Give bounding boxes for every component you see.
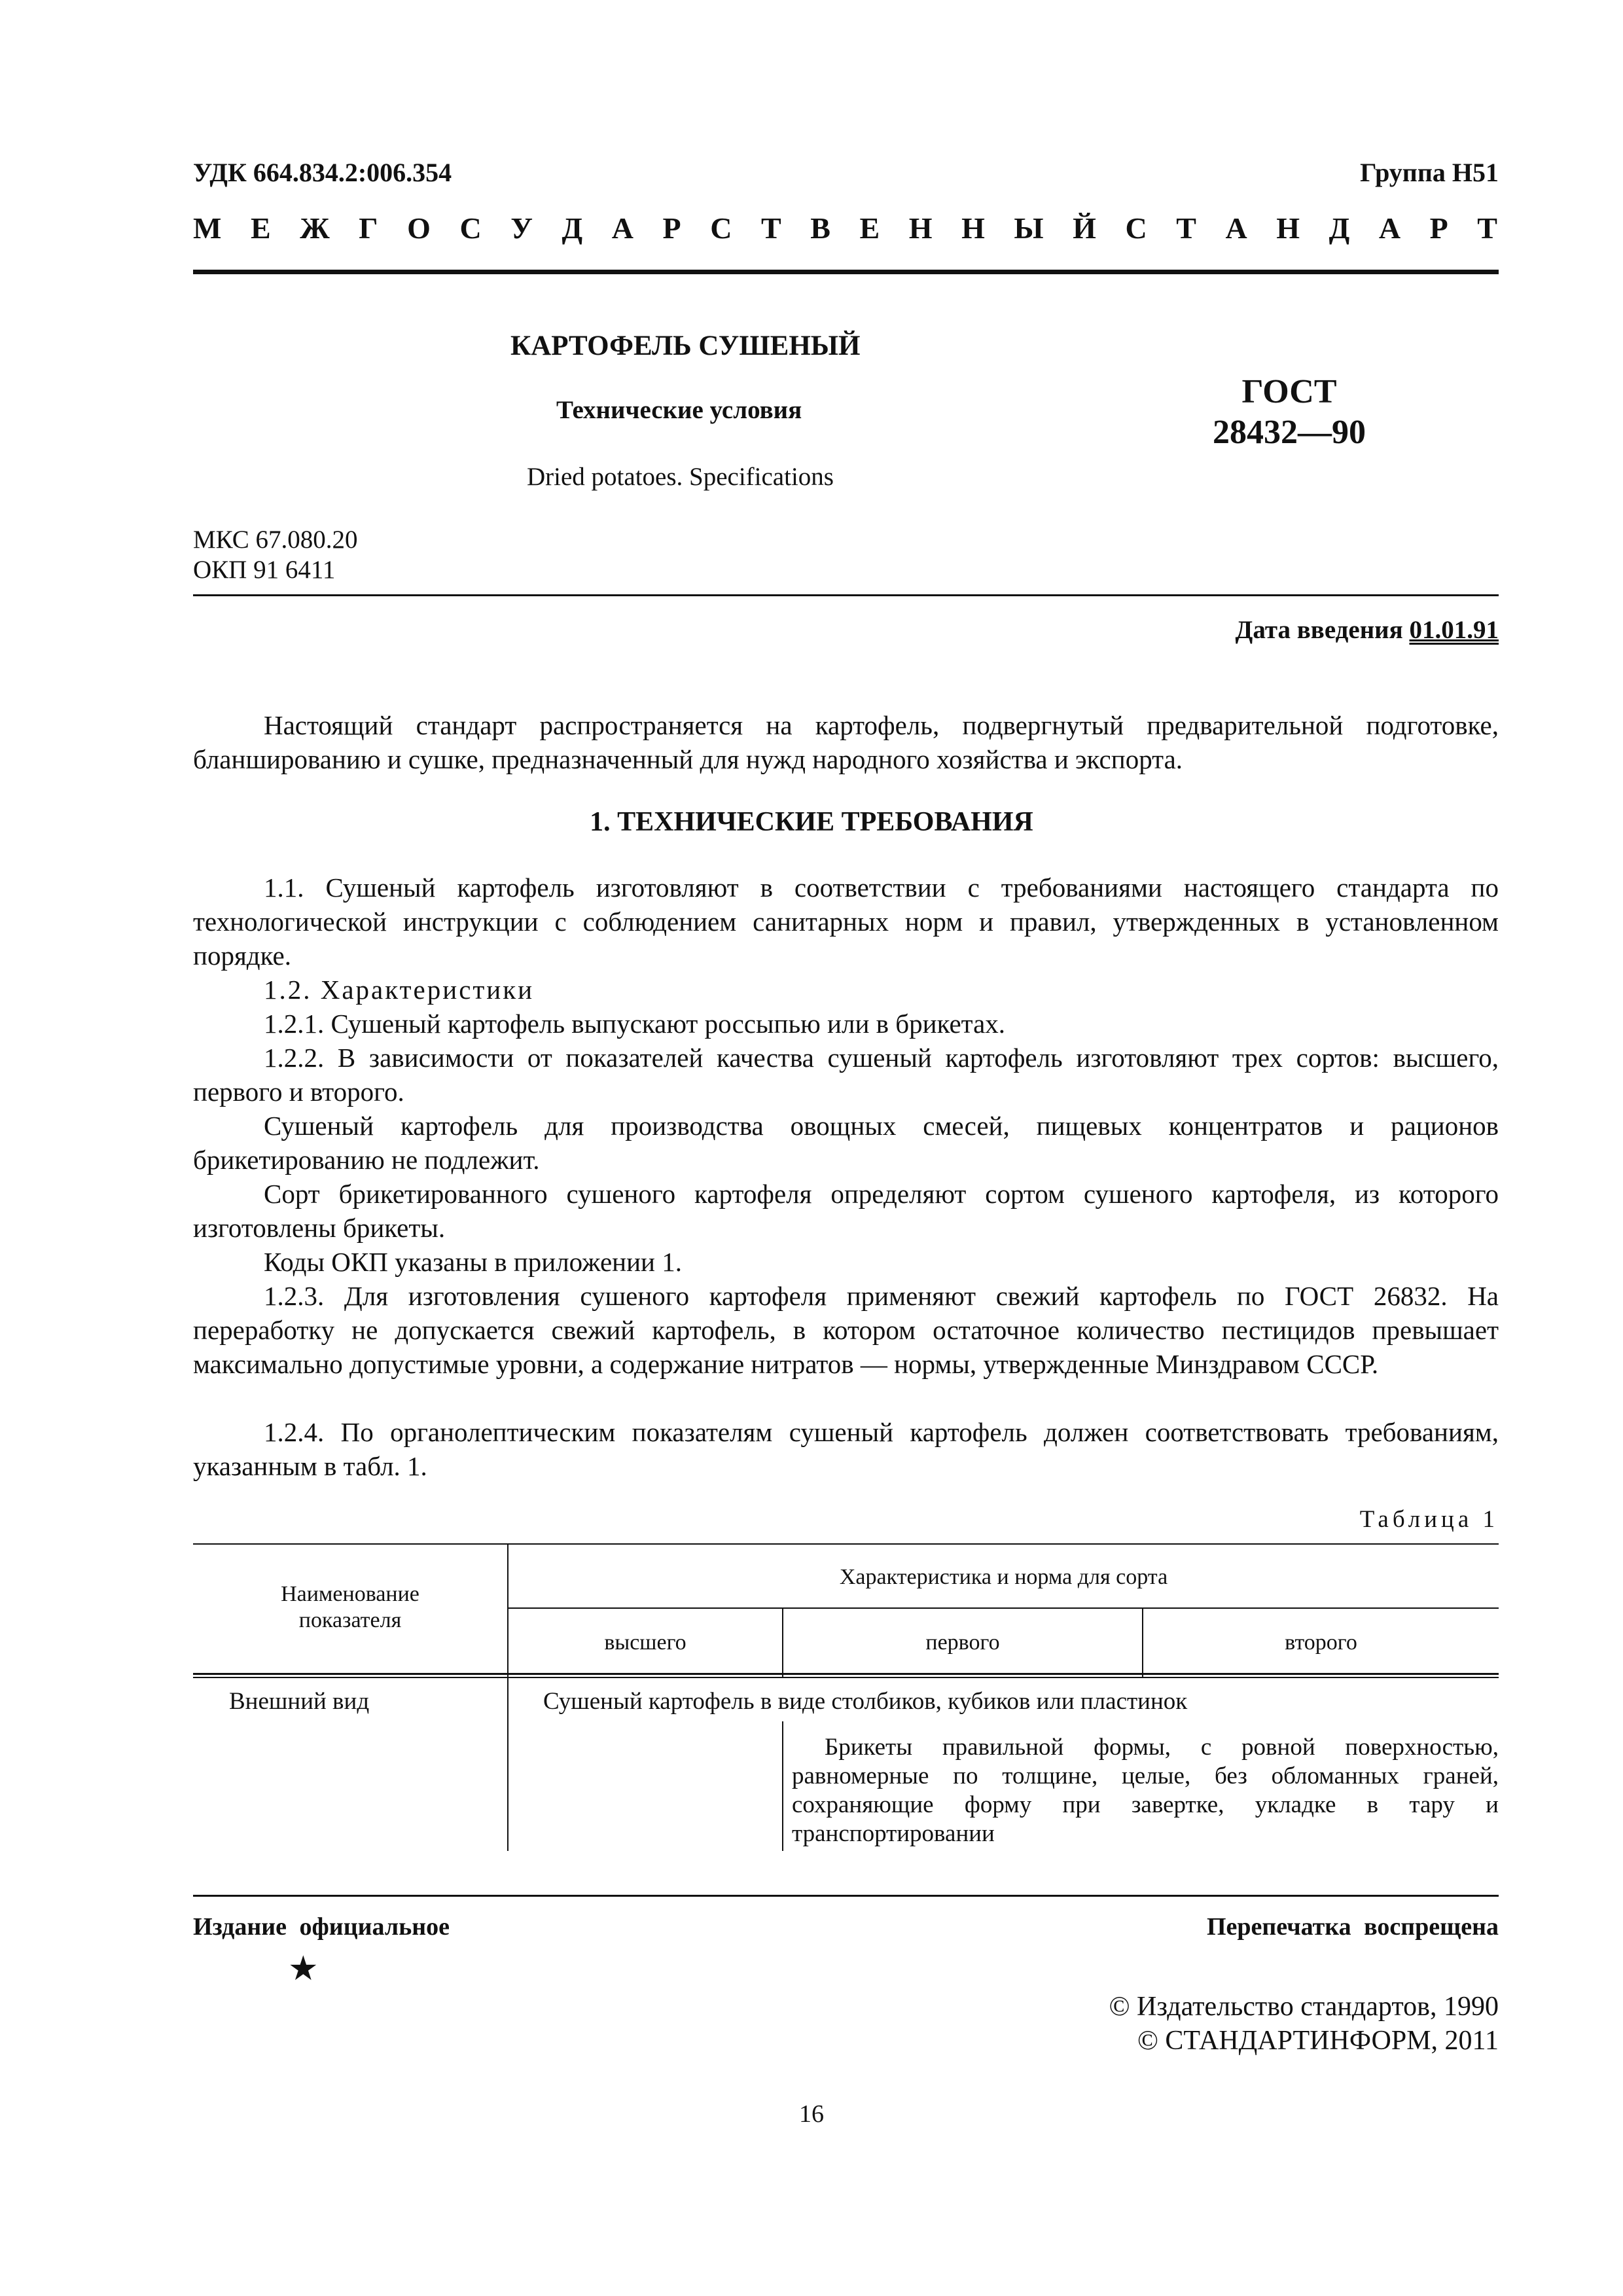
paragraph-1-1: 1.1. Сушеный картофель изготовляют в соответствии с требованиями настоящего стандарта по технологической инструкции с соблюдением санитарных норм и правил, утвержденных в установленном порядке. xyxy=(193,872,1499,971)
table-col-first: первого xyxy=(925,1630,1000,1655)
banner-title xyxy=(193,211,1499,245)
paragraph-briquette-sort: Сорт брикетированного сушеного картофеля определяют сортом сушеного картофеля, из которого изготовлены брикеты. xyxy=(193,1179,1499,1243)
intro-paragraph: Настоящий стандарт распространяется на картофель, подвергнутый предварительной подготовке, бланшированию и сушке, предназначенный для нужд народного хозяйства и экспорта. xyxy=(193,710,1499,774)
group-code: Группа Н51 xyxy=(1360,158,1499,187)
star-icon: ★ xyxy=(288,1950,319,1988)
table-top-rule xyxy=(193,1543,1499,1545)
table-subheader-rule xyxy=(507,1607,1499,1609)
reprint-prohibited: Перепечатка воспрещена xyxy=(1206,1913,1499,1941)
introduction-date-value: 01.01.91 xyxy=(1409,616,1499,644)
introduction-date-label: Дата введения xyxy=(1235,616,1403,644)
banner-text: М Е Ж Г О С У Д А Р С Т В Е Н Н Ы Й С Т А Н Д А Р Т xyxy=(193,211,1499,245)
section-title: 1. ТЕХНИЧЕСКИЕ ТРЕБОВАНИЯ xyxy=(590,807,1033,837)
page-number: 16 xyxy=(799,2100,824,2128)
table-header-name: Наименование показателя xyxy=(281,1582,419,1632)
paragraph-1-2-4: 1.2.4. По органолептическим показателям сушеный картофель должен соответствовать требованиям, указанным в табл. 1. xyxy=(193,1417,1499,1481)
table-col-second: второго xyxy=(1285,1630,1357,1655)
paragraph-okp-codes: Коды ОКП указаны в приложении 1. xyxy=(264,1247,682,1277)
paragraph-1-2: 1.2. Характеристики xyxy=(264,975,535,1005)
official-edition: Издание официальное xyxy=(193,1913,450,1941)
paragraph-1-2-1: 1.2.1. Сушеный картофель выпускают россыпью или в брикетах. xyxy=(264,1009,1006,1039)
table-col-highest: высшего xyxy=(604,1630,687,1655)
footer-rule xyxy=(193,1895,1499,1897)
table-header-bottom-rule-2 xyxy=(193,1677,1499,1678)
table-caption: Таблица 1 xyxy=(1359,1506,1499,1533)
introduction-date xyxy=(1236,615,1499,645)
table-1 xyxy=(193,1543,1499,1851)
table-header-bottom-rule xyxy=(193,1673,1499,1675)
paragraph-mixes: Сушеный картофель для производства овощных смесей, пищевых концентратов и рационов брикетированию не подлежит. xyxy=(193,1111,1499,1175)
document-subtitle: Технические условия xyxy=(556,396,802,424)
gost-designation xyxy=(1191,372,1387,453)
table-row-text-loose: Сушеный картофель в виде столбиков, кубиков или пластинок xyxy=(543,1688,1188,1715)
okp-code: ОКП 91 6411 xyxy=(193,556,336,584)
copyright-block xyxy=(1109,1990,1499,2058)
paragraph-1-2-2: 1.2.2. В зависимости от показателей качества сушеный картофель изготовляют трех сортов: высшего, первого и второго. xyxy=(193,1043,1499,1107)
table-row-name: Внешний вид xyxy=(229,1688,370,1715)
header-rule xyxy=(193,270,1499,274)
mks-code: МКС 67.080.20 xyxy=(193,526,358,554)
title-rule xyxy=(193,594,1499,596)
english-title: Dried potatoes. Specifications xyxy=(527,463,834,491)
document-title: КАРТОФЕЛЬ СУШЕНЫЙ xyxy=(510,331,861,361)
table-vline-2b xyxy=(782,1721,783,1851)
table-header-norm: Характеристика и норма для сорта xyxy=(839,1565,1168,1589)
gost-number: 28432—90 xyxy=(1213,414,1366,451)
copyright-2011: © СТАНДАРТИНФОРМ, 2011 xyxy=(1137,2026,1499,2056)
table-row-text-briquettes: Брикеты правильной формы, с ровной поверхностью, равномерные по толщине, целые, без обломанных граней, сохраняющие форму при завертке, укладке в тару и транспортировании xyxy=(792,1734,1499,1847)
udc-code: УДК 664.834.2:006.354 xyxy=(193,158,452,187)
copyright-1990: © Издательство стандартов, 1990 xyxy=(1109,1992,1499,2022)
paragraph-1-2-3: 1.2.3. Для изготовления сушеного картофеля применяют свежий картофель по ГОСТ 26832. На переработку не допускается свежий картофель, в котором остаточное количество пестицидов превышает максимально допустимые уровни, а содержание нитратов — нормы, утвержденные Минздравом СССР. xyxy=(193,1281,1499,1379)
classification-codes xyxy=(193,525,357,585)
gost-label: ГОСТ xyxy=(1241,373,1337,410)
